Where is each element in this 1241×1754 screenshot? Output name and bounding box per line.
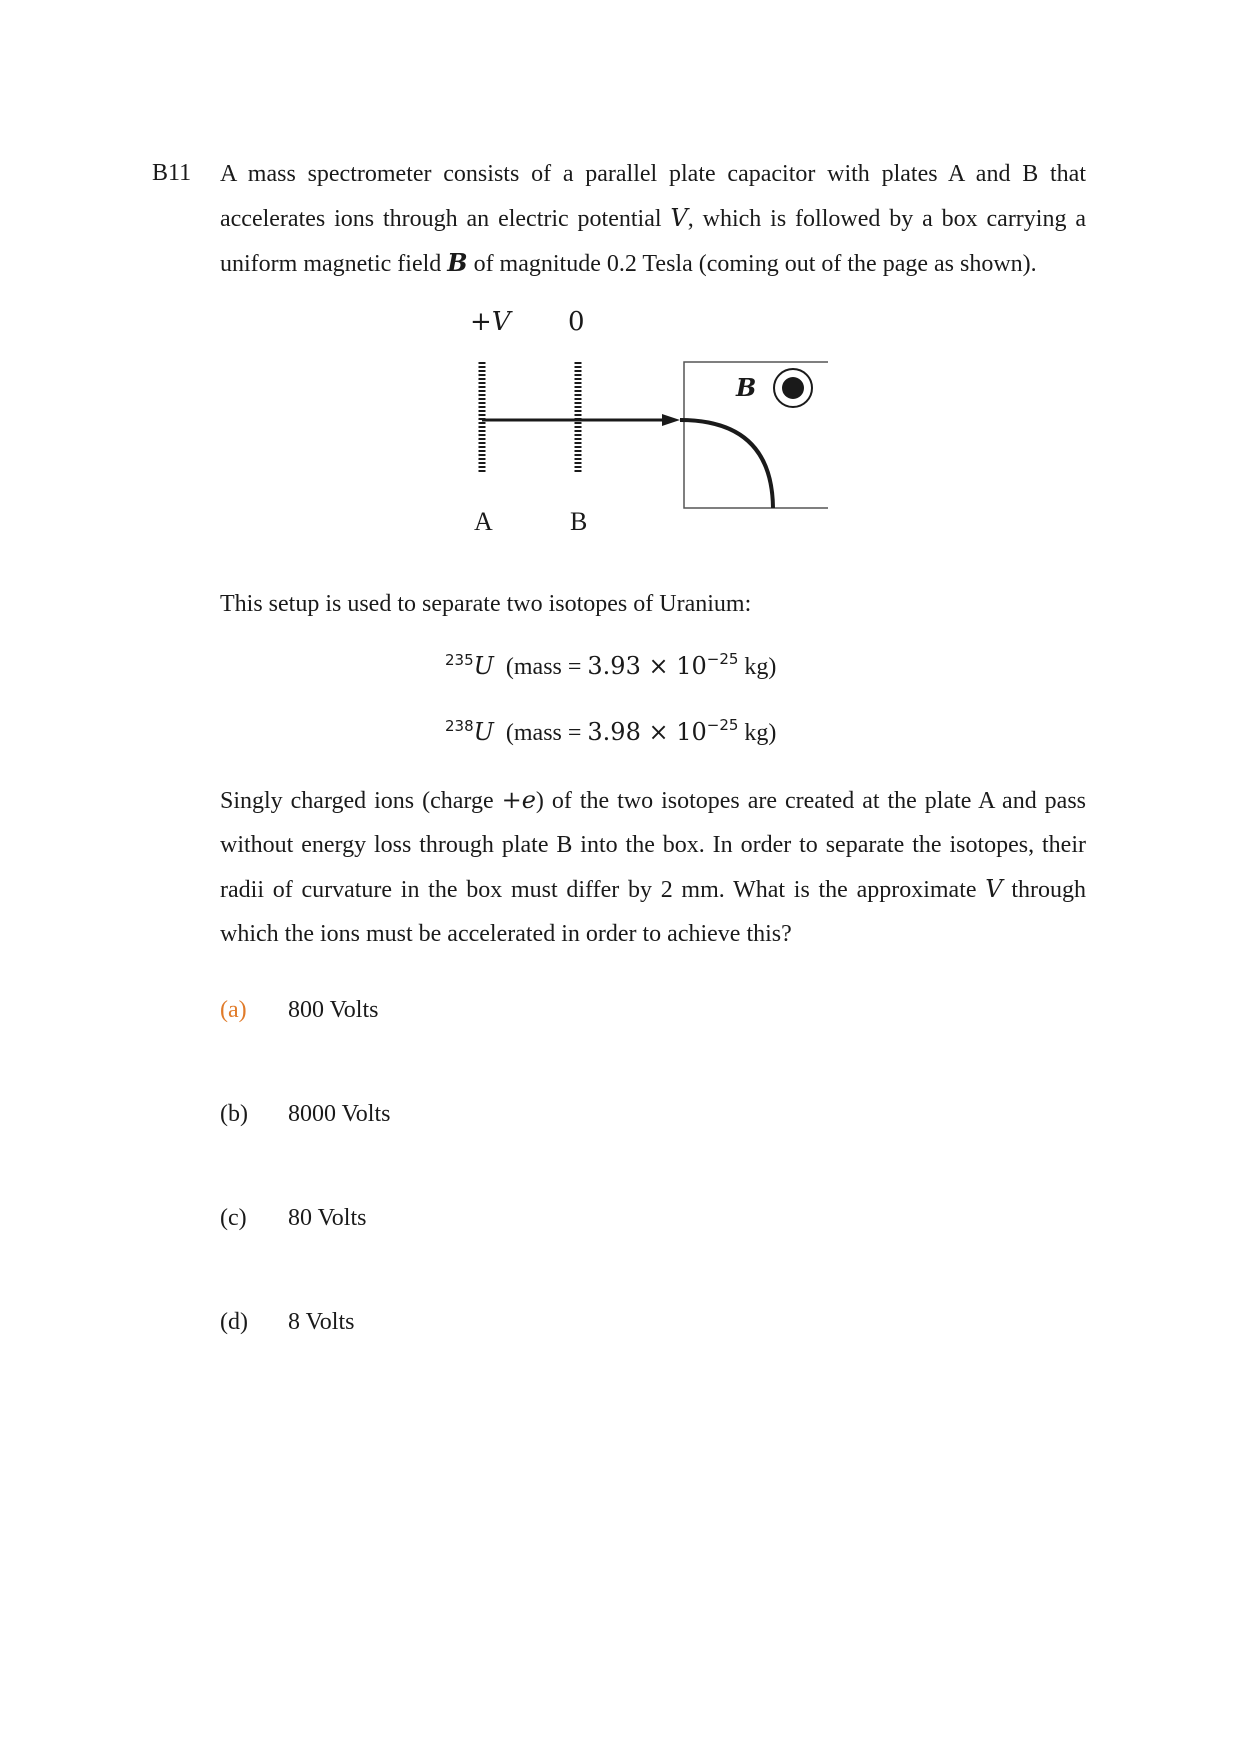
spectrometer-diagram	[440, 300, 840, 560]
label-field: B	[736, 373, 757, 402]
option-label: (a)	[220, 997, 247, 1023]
label-plate-b: B	[570, 507, 588, 536]
option-text: 8 Volts	[288, 1309, 355, 1335]
option-label: (c)	[220, 1205, 247, 1231]
setup-text: This setup is used to separate two isotopes of Uranium:	[220, 591, 752, 617]
option-label: (d)	[220, 1309, 248, 1335]
charge-e: +e	[501, 786, 536, 814]
ion-arrowhead	[662, 414, 680, 426]
option-text: 8000 Volts	[288, 1101, 391, 1127]
option-text: 80 Volts	[288, 1205, 367, 1231]
var-v: V	[670, 204, 688, 232]
question-intro: A mass spectrometer consists of a parallel plate capacitor with plates A and B that accelerates ions through an electric potential V, which is followed by a box carrying a uniform magnetic field B of magnitude 0.2 Tesla (coming out of the page as shown).	[220, 161, 1087, 277]
var-v: V	[985, 875, 1003, 903]
option-text: 800 Volts	[288, 997, 379, 1023]
option-d[interactable]	[220, 1309, 354, 1336]
label-plate-a: A	[474, 507, 493, 536]
label-plus-v: +V	[470, 307, 511, 337]
option-a[interactable]	[220, 997, 378, 1024]
question-body: Singly charged ions (charge +e) of the two isotopes are created at the plate A and pass without energy loss through plate B into the box. In order to separate the isotopes, their radii of curvature in the box must differ by 2 mm. What is the approximate V through which the ions must be accelerated in order to achieve this?	[220, 786, 1087, 947]
label-zero: 0	[568, 307, 585, 337]
ion-trajectory	[680, 420, 773, 508]
isotope-238: $^{238}$U (mass = $3.98 \times 10^{-25}$ kg)	[445, 716, 777, 746]
field-dot	[782, 377, 804, 399]
isotope-235: $^{235}$U (mass = $3.93 \times 10^{-25}$ kg)	[445, 650, 777, 680]
option-label: (b)	[220, 1101, 248, 1127]
option-b[interactable]	[220, 1101, 390, 1128]
question-number: B11	[152, 160, 192, 186]
var-b: B	[447, 248, 468, 277]
option-c[interactable]	[220, 1205, 366, 1232]
